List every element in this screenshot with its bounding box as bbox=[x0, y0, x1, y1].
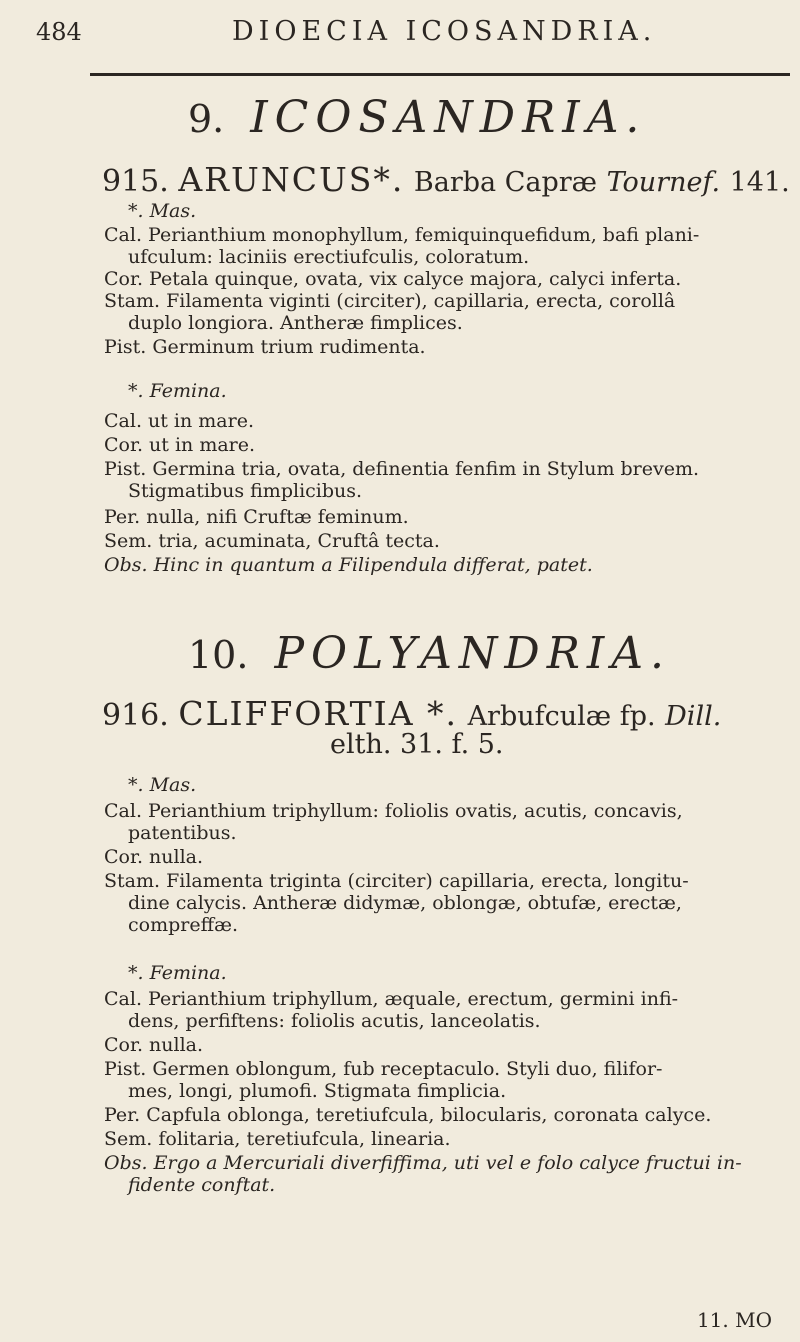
description-line: Cal. ut in mare. bbox=[104, 410, 254, 432]
description-line: Pist. Germinum trium rudimenta. bbox=[104, 336, 426, 358]
description-line: Cal. Perianthium triphyllum: foliolis ovatis, acutis, concavis, bbox=[104, 800, 683, 822]
description-line: Stigmatibus fimplicibus. bbox=[128, 480, 363, 502]
description-line: Obs. Hinc in quantum a Filipendula differat, patet. bbox=[104, 554, 593, 576]
description-line: Stam. Filamenta triginta (circiter) capillaria, erecta, longitu- bbox=[104, 870, 689, 892]
genus-reference: elth. 31. f. 5. bbox=[330, 729, 504, 760]
description-line: Sem. tria, acuminata, Cruftâ tecta. bbox=[104, 530, 440, 552]
sex-heading: *. Femina. bbox=[128, 380, 227, 402]
header-rule bbox=[90, 73, 790, 76]
description-line: Pist. Germen oblongum, fub receptaculo. Styli duo, filifor- bbox=[104, 1058, 663, 1080]
description-line: Cal. Perianthium triphyllum, æquale, erectum, germini infi- bbox=[104, 988, 679, 1010]
sex-heading: *. Mas. bbox=[128, 774, 197, 796]
page-number: 484 bbox=[36, 18, 82, 46]
description-line: dine calycis. Antheræ didymæ, oblongæ, obtufæ, erectæ, bbox=[128, 892, 682, 914]
catchword: 11. MO bbox=[696, 1308, 772, 1332]
description-line: Cor. nulla. bbox=[104, 846, 204, 868]
description-line: Pist. Germina tria, ovata, definentia fenfim in Stylum brevem. bbox=[104, 458, 700, 480]
sex-heading: *. Mas. bbox=[128, 200, 197, 222]
description-line: ufculum: laciniis erectiufculis, coloratum. bbox=[128, 246, 530, 268]
description-line: Sem. folitaria, teretiufcula, linearia. bbox=[104, 1128, 451, 1150]
description-line: Obs. Ergo a Mercuriali diverfiffima, uti vel e folo calyce fructui in- bbox=[104, 1152, 742, 1174]
description-line: mes, longi, plumofi. Stigmata fimplicia. bbox=[128, 1080, 507, 1102]
section-heading: 9. ICOSANDRIA. bbox=[188, 92, 647, 143]
description-line: fidente conftat. bbox=[128, 1174, 276, 1196]
description-line: duplo longiora. Antheræ fimplices. bbox=[128, 312, 463, 334]
running-header bbox=[36, 14, 780, 54]
section-heading: 10. POLYANDRIA. bbox=[188, 628, 671, 679]
genus-heading: 915. ARUNCUS*. Barba Capræ Tournef. 141. bbox=[102, 160, 790, 199]
description-line: Cor. nulla. bbox=[104, 1034, 204, 1056]
description-line: dens, perfiftens: foliolis acutis, lanceolatis. bbox=[128, 1010, 541, 1032]
description-line: Cor. ut in mare. bbox=[104, 434, 256, 456]
description-line: Stam. Filamenta viginti (circiter), capillaria, erecta, corollâ bbox=[104, 290, 676, 312]
genus-heading: 916. CLIFFORTIA *. Arbufculæ fp. Dill. bbox=[102, 694, 722, 733]
description-line: Cor. Petala quinque, ovata, vix calyce majora, calyci inferta. bbox=[104, 268, 682, 290]
description-line: patentibus. bbox=[128, 822, 237, 844]
description-line: Cal. Perianthium monophyllum, femiquinquefidum, bafi plani- bbox=[104, 224, 700, 246]
sex-heading: *. Femina. bbox=[128, 962, 227, 984]
running-title: DIOECIA ICOSANDRIA. bbox=[232, 16, 657, 47]
description-line: Per. nulla, nifi Cruftæ feminum. bbox=[104, 506, 409, 528]
description-line: compreffæ. bbox=[128, 914, 238, 936]
description-line: Per. Capfula oblonga, teretiufcula, bilocularis, coronata calyce. bbox=[104, 1104, 712, 1126]
